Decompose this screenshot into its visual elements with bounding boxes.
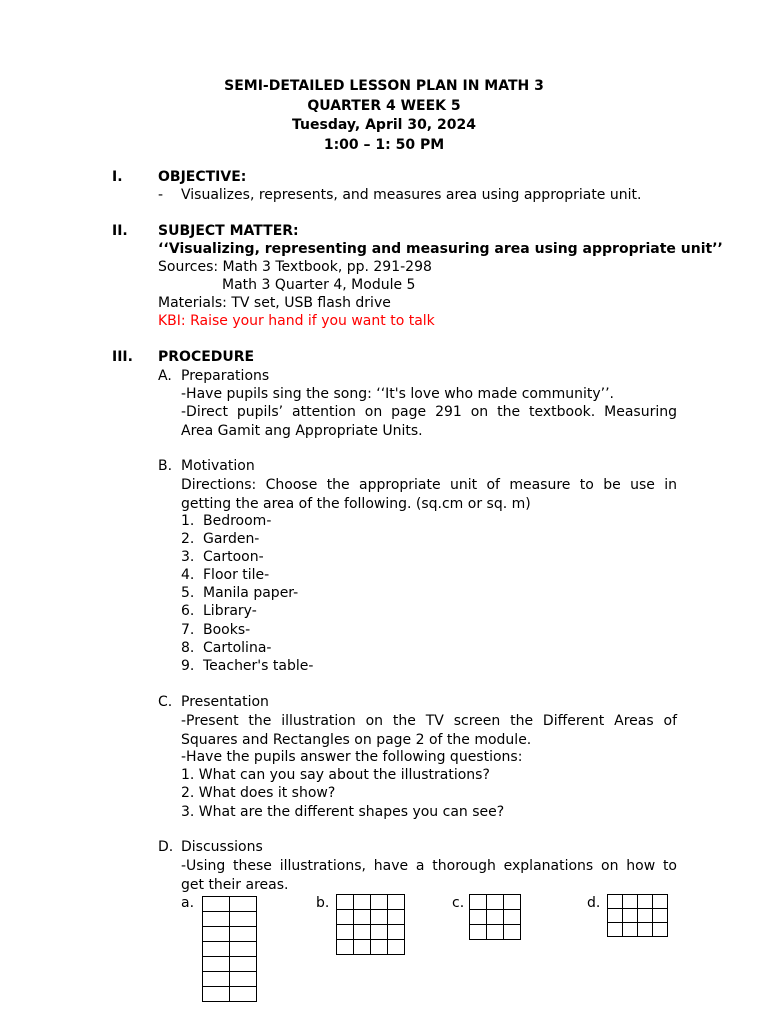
list-item: 8. Cartolina- [181, 639, 272, 656]
objective-text: Visualizes, represents, and measures area using appropriate unit. [181, 187, 642, 203]
list-item: 9. Teacher's table- [181, 657, 314, 674]
section-d-title: Discussions [181, 839, 263, 855]
section-b-letter: B. [158, 458, 173, 474]
title-line-2: QUARTER 4 WEEK 5 [307, 97, 461, 114]
discussions-paragraph [181, 857, 677, 894]
section-c-title: Presentation [181, 694, 269, 710]
directions-line-2: getting the area of the following. (sq.cm or sq. m) [181, 495, 531, 512]
title-line-1: SEMI-DETAILED LESSON PLAN IN MATH 3 [224, 78, 544, 94]
materials-line: Materials: TV set, USB flash drive [158, 295, 391, 311]
subject-matter-heading: SUBJECT MATTER: [158, 223, 299, 239]
preparations-paragraph [181, 403, 677, 440]
question-2: 2. What does it show? [181, 785, 336, 801]
objective-heading: OBJECTIVE: [158, 169, 247, 185]
objective-dash: - [158, 187, 164, 203]
presentation-line-1: -Present the illustration on the TV screen the Different Areas of [181, 713, 677, 729]
question-3: 3. What are the different shapes you can see? [181, 804, 505, 820]
list-item: 6. Library- [181, 603, 257, 620]
list-item: 1. Bedroom- [181, 513, 272, 529]
section-b-title: Motivation [181, 458, 255, 474]
preparations-line-3: Area Gamit ang Appropriate Units. [181, 422, 423, 439]
objective-numeral: I. [112, 169, 123, 185]
directions-line-1: Directions: Choose the appropriate unit of measure to be use in [181, 477, 677, 493]
figure-d-grid [607, 894, 668, 937]
figure-b-grid [336, 894, 405, 955]
figure-b-label: b. [316, 895, 330, 911]
subject-matter-numeral: II. [112, 223, 128, 239]
presentation-line-3: -Have the pupils answer the following questions: [181, 749, 523, 765]
section-a-letter: A. [158, 368, 172, 384]
kbi-line: KBI: Raise your hand if you want to talk [158, 313, 435, 329]
preparations-line-2: -Direct pupils’ attention on page 291 on the textbook. Measuring [181, 404, 677, 420]
title-line-4: 1:00 – 1: 50 PM [323, 136, 445, 153]
procedure-heading: PROCEDURE [158, 349, 255, 365]
presentation-line-2: Squares and Rectangles on page 2 of the module. [181, 731, 532, 748]
motivation-list [181, 512, 313, 675]
procedure-numeral: III. [112, 349, 133, 365]
list-item: 3. Cartoon- [181, 549, 264, 566]
presentation-paragraph [181, 712, 677, 749]
figure-c-grid [469, 894, 521, 940]
title-line-3: Tuesday, April 30, 2024 [292, 117, 476, 133]
figure-c-label: c. [452, 895, 465, 911]
list-item: 2. Garden- [181, 531, 260, 548]
preparations-line-1: -Have pupils sing the song: ‘‘It's love who made community’’. [181, 386, 615, 402]
document-title [0, 77, 768, 155]
section-a-title: Preparations [181, 368, 270, 384]
motivation-directions [181, 476, 677, 513]
discussions-line-1: -Using these illustrations, have a thorough explanations on how to [181, 858, 677, 874]
section-c-letter: C. [158, 694, 173, 710]
list-item: 5. Manila paper- [181, 585, 299, 602]
list-item: 4. Floor tile- [181, 567, 270, 584]
question-1: 1. What can you say about the illustrations? [181, 767, 490, 783]
sources-line: Sources: Math 3 Textbook, pp. 291-298 [158, 259, 432, 275]
subject-matter-topic: ‘‘Visualizing, representing and measuring area using appropriate unit’’ [158, 241, 723, 257]
figure-a-label: a. [181, 895, 195, 911]
list-item: 7. Books- [181, 621, 251, 638]
figure-a-grid [202, 896, 257, 1002]
discussions-line-2: get their areas. [181, 876, 289, 893]
section-d-letter: D. [158, 839, 174, 855]
figure-d-label: d. [587, 895, 601, 911]
sources-line-2: Math 3 Quarter 4, Module 5 [222, 277, 416, 293]
